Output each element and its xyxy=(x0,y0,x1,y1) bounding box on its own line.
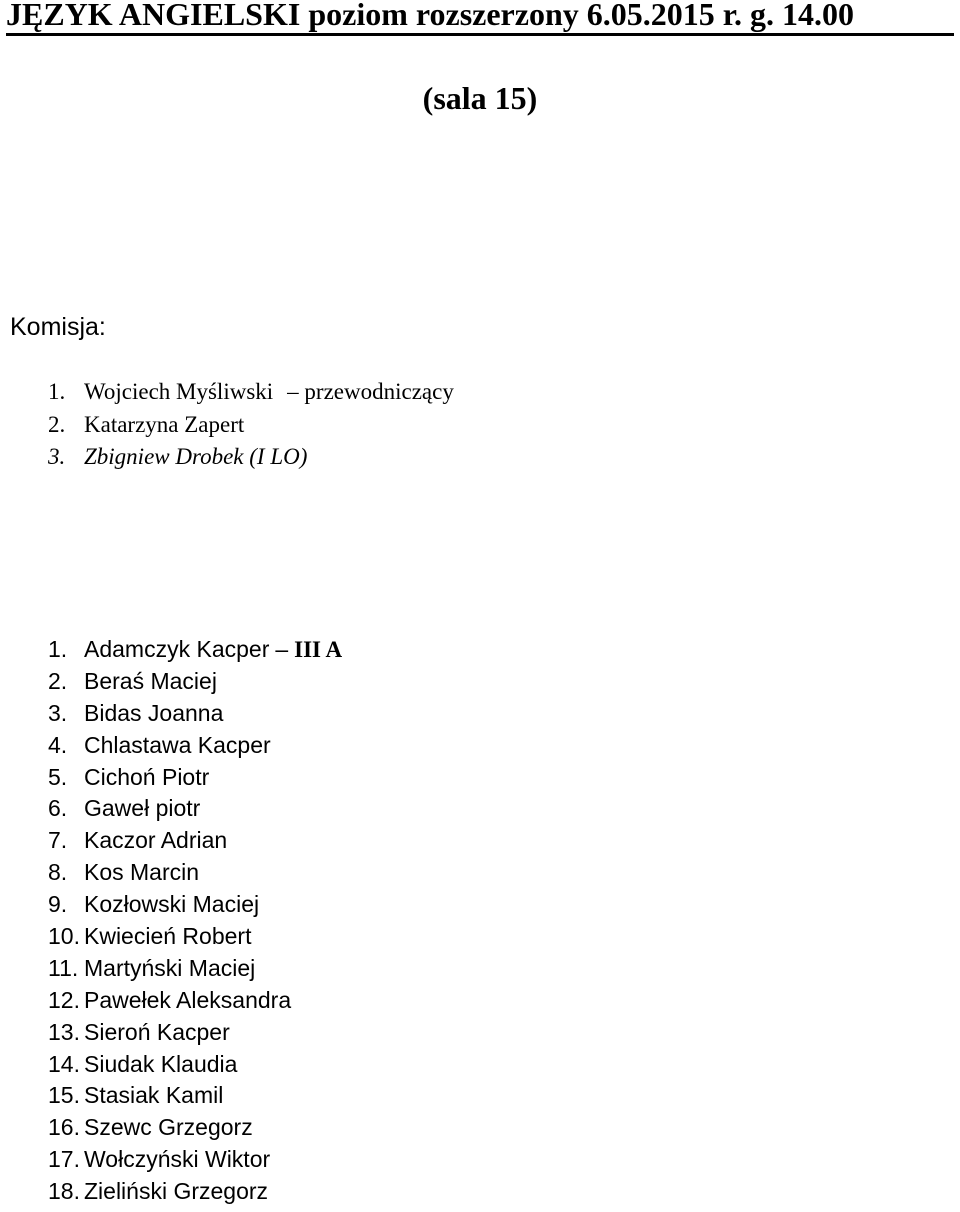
member-name: Wojciech Myśliwski xyxy=(84,379,274,404)
list-number: 6. xyxy=(48,795,68,822)
list-number: 2. xyxy=(48,667,68,694)
list-number: 10. xyxy=(48,923,80,950)
student-name: Szewc Grzegorz xyxy=(84,1114,253,1141)
student-name: Gaweł piotr xyxy=(84,795,201,822)
page-title: JĘZYK ANGIELSKI poziom rozszerzony 6.05.2015 r. g. 14.00 xyxy=(6,0,954,36)
dash-separator: – xyxy=(275,636,289,662)
list-number: 8. xyxy=(48,859,68,886)
list-number: 14. xyxy=(48,1050,80,1077)
list-number: 2. xyxy=(48,411,66,437)
list-number: 3. xyxy=(48,699,68,726)
list-number: 1. xyxy=(48,379,66,404)
list-number: 5. xyxy=(48,763,68,790)
student-name: Chlastawa Kacper xyxy=(84,731,271,758)
list-number: 16. xyxy=(48,1114,80,1141)
student-name: Siudak Klaudia xyxy=(84,1050,238,1077)
list-number: 7. xyxy=(48,827,68,854)
room-label: (sala 15) xyxy=(422,80,538,116)
list-number: 17. xyxy=(48,1146,80,1173)
list-number: 12. xyxy=(48,986,80,1013)
student-name: Stasiak Kamil xyxy=(84,1082,224,1109)
list-number: 13. xyxy=(48,1018,80,1045)
list-number: 4. xyxy=(48,731,68,758)
class-label: III A xyxy=(294,637,343,662)
student-name: Bidas Joanna xyxy=(84,699,224,726)
student-name: Beraś Maciej xyxy=(84,667,217,694)
list-number: 9. xyxy=(48,891,68,918)
list-number: 3. xyxy=(48,444,66,469)
member-role: – przewodniczący xyxy=(287,379,454,404)
student-name: Kos Marcin xyxy=(84,859,200,886)
list-number: 18. xyxy=(48,1178,80,1205)
member-name: Katarzyna Zapert xyxy=(84,411,245,437)
student-name: Kwiecień Robert xyxy=(84,923,252,950)
student-name: Sieroń Kacper xyxy=(84,1018,230,1045)
student-name: Pawełek Aleksandra xyxy=(84,986,292,1013)
student-name: Martyński Maciej xyxy=(84,954,256,981)
student-name: Adamczyk Kacper xyxy=(84,636,270,662)
student-name: Cichoń Piotr xyxy=(84,763,210,790)
student-name: Kaczor Adrian xyxy=(84,827,228,854)
student-name: Zieliński Grzegorz xyxy=(84,1178,269,1205)
student-name: Wołczyński Wiktor xyxy=(84,1146,271,1173)
list-number: 15. xyxy=(48,1082,80,1109)
member-name: Zbigniew Drobek (I LO) xyxy=(84,444,308,469)
student-name: Kozłowski Maciej xyxy=(84,891,260,918)
list-number: 1. xyxy=(48,636,68,662)
list-number: 11. xyxy=(48,954,79,981)
committee-label: Komisja: xyxy=(10,313,106,341)
